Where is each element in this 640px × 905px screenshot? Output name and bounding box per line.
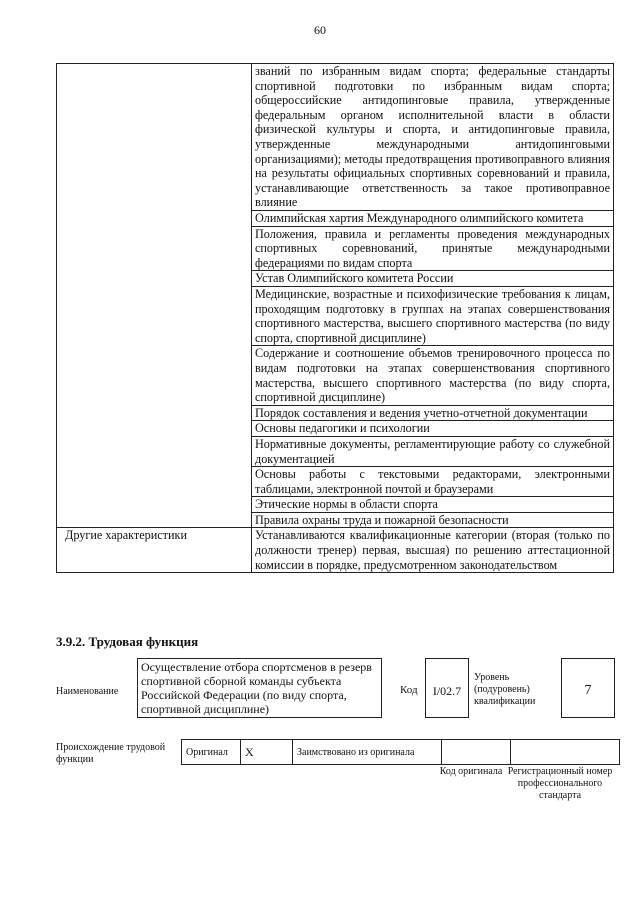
reg-number-cell	[511, 740, 620, 765]
knowledge-item: Порядок составления и ведения учетно-отчетной документации	[252, 405, 614, 421]
knowledge-item: Основы педагогики и психологии	[252, 421, 614, 437]
level-box: 7	[561, 658, 615, 718]
knowledge-item: Положения, правила и регламенты проведения международных спортивных соревнований, принятые международными федерациями по видам спорта	[252, 226, 614, 271]
original-code-cell	[442, 740, 511, 765]
other-characteristics-value: Устанавливаются квалификационные категории (вторая (только по должности тренер) первая, высшая) по решению аттестационной комиссии в порядке, предусмотренном законодательством	[252, 528, 614, 573]
name-label: Наименование	[56, 686, 119, 697]
knowledge-item: званий по избранным видам спорта; федеральные стандарты спортивной подготовки по избранным видам спорта; общероссийские антидопинговые правила, утвержденные федеральным органом исполнительной власти в области физической культуры и спорта, и антидопинговые правила, утвержденные международными антидопинговыми организациями); методы предотвращения противоправного влияния на результаты официальных спортивных соревнований и правила, устанавливающие ответственность за такое противоправное влияние	[252, 64, 614, 211]
knowledge-item: Правила охраны труда и пожарной безопасности	[252, 512, 614, 528]
level-label: Уровень (подуровень) квалификации	[474, 672, 536, 707]
origin-table	[181, 739, 620, 765]
code-label: Код	[400, 684, 418, 696]
knowledge-item: Нормативные документы, регламентирующие работу со служебной документацией	[252, 436, 614, 466]
page-number: 60	[314, 23, 326, 37]
knowledge-item: Этические нормы в области спорта	[252, 497, 614, 513]
section-heading: 3.9.2. Трудовая функция	[56, 634, 199, 649]
code-caption: Код оригинала	[439, 766, 503, 777]
reg-caption: Регистрационный номер профессионального стандарта	[507, 766, 613, 801]
original-label: Оригинал	[182, 740, 241, 765]
knowledge-item: Медицинские, возрастные и психофизические требования к лицам, проходящим подготовку в группах на этапах совершенствования спортивного мастерства, высшего спортивного мастерства (по виду спорта, спортивной дисциплине)	[252, 286, 614, 345]
knowledge-item: Олимпийская хартия Международного олимпийского комитета	[252, 211, 614, 227]
knowledge-item: Устав Олимпийского комитета России	[252, 271, 614, 287]
code-box: I/02.7	[425, 658, 469, 718]
knowledge-item: Основы работы с текстовыми редакторами, электронными таблицами, электронной почтой и браузерами	[252, 467, 614, 497]
knowledge-item: Содержание и соотношение объемов тренировочного процесса по видам подготовки на этапах совершенствования спортивного мастерства, высшего спортивного мастерства (по виду спорта, спортивной дисциплине)	[252, 346, 614, 405]
borrowed-label: Заимствовано из оригинала	[293, 740, 442, 765]
knowledge-table	[56, 63, 614, 573]
knowledge-left-cell	[57, 64, 252, 528]
original-mark: X	[241, 740, 293, 765]
function-name-box: Осуществление отбора спортсменов в резерв спортивной сборной команды субъекта Российской Федерации (по виду спорта, спортивной дисциплине)	[137, 658, 382, 718]
origin-label: Происхождение трудовой функции	[56, 742, 166, 765]
other-characteristics-label: Другие характеристики	[57, 528, 252, 573]
